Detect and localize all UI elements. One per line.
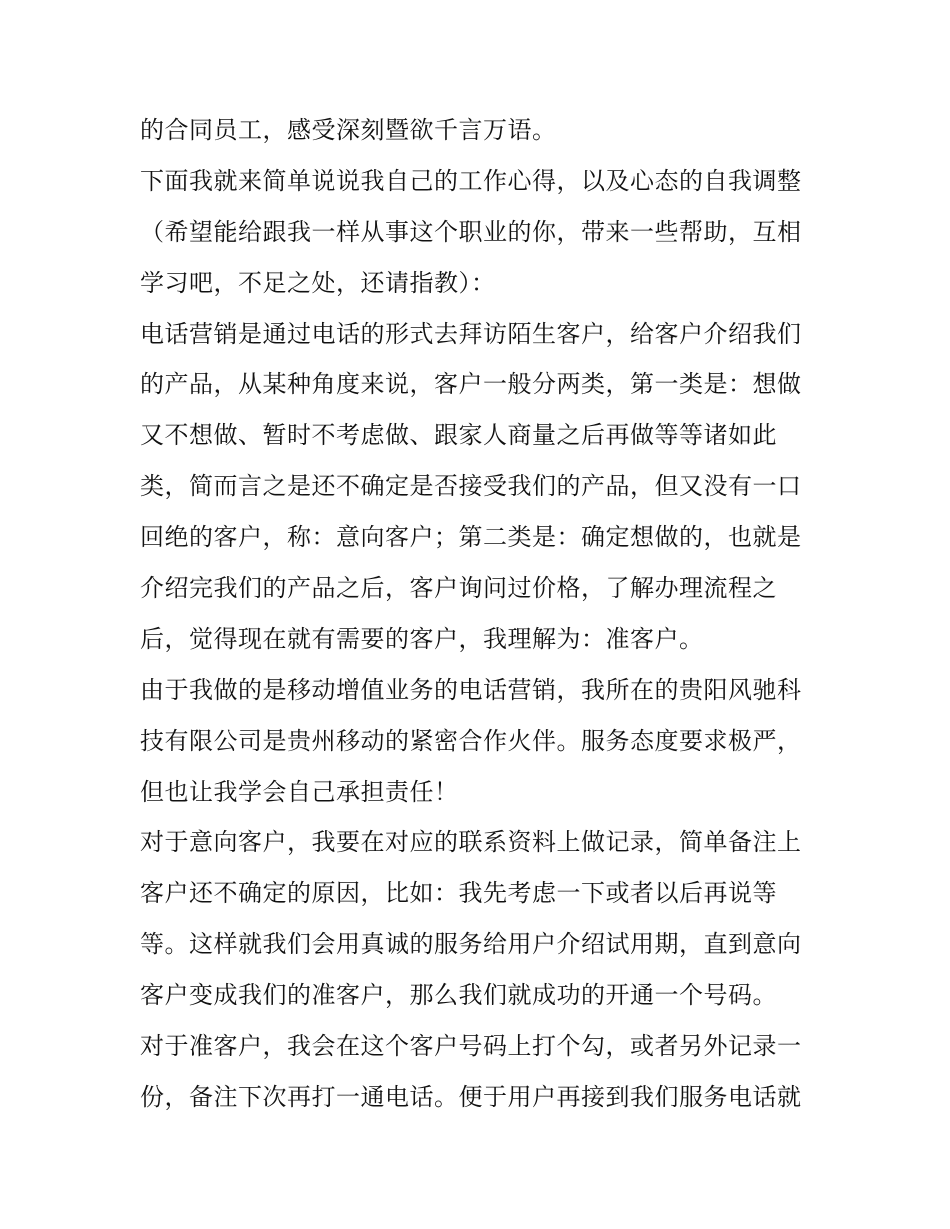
- text-line: 学习吧，不足之处，还请指教）：: [140, 268, 496, 297]
- text-line: 电话营销是通过电话的形式去拜访陌生客户，给客户介绍我们: [140, 319, 802, 348]
- text-line: 技有限公司是贵州移动的紧密合作火伴。服务态度要求极严，: [140, 726, 802, 755]
- text-line: （希望能给跟我一样从事这个职业的你，带来一些帮助，互相: [140, 217, 802, 246]
- text-line: 份，备注下次再打一通电话。便于用户再接到我们服务电话就: [140, 1082, 802, 1111]
- text-line: 等。这样就我们会用真诚的服务给用户介绍试用期，直到意向: [140, 930, 802, 959]
- text-line: 类，简而言之是还不确定是否接受我们的产品，但又没有一口: [140, 472, 802, 501]
- text-line: 介绍完我们的产品之后，客户询问过价格，了解办理流程之: [140, 574, 777, 603]
- text-line: 又不想做、暂时不考虑做、跟家人商量之后再做等等诸如此: [140, 421, 777, 450]
- text-line: 客户变成我们的准客户，那么我们就成功的开通一个号码。: [140, 981, 777, 1010]
- text-line: 客户还不确定的原因，比如：我先考虑一下或者以后再说等: [140, 879, 777, 908]
- text-line: 的合同员工，感受深刻暨欲千言万语。: [140, 116, 557, 144]
- text-line: 回绝的客户，称：意向客户；第二类是：确定想做的，也就是: [140, 523, 802, 552]
- text-line: 对于意向客户，我要在对应的联系资料上做记录，简单备注上: [140, 828, 802, 857]
- text-line: 的产品，从某种角度来说，客户一般分两类，第一类是：想做: [140, 370, 802, 399]
- text-line: 对于准客户，我会在这个客户号码上打个勾，或者另外记录一: [140, 1032, 802, 1061]
- text-line: 下面我就来简单说说我自己的工作心得，以及心态的自我调整: [140, 166, 802, 195]
- text-line: 后，觉得现在就有需要的客户，我理解为：准客户。: [140, 624, 704, 653]
- body-text: [140, 105, 820, 1123]
- text-line: 由于我做的是移动增值业务的电话营销，我所在的贵阳风驰科: [140, 675, 802, 704]
- text-line: 但也让我学会自己承担责任！: [140, 777, 459, 806]
